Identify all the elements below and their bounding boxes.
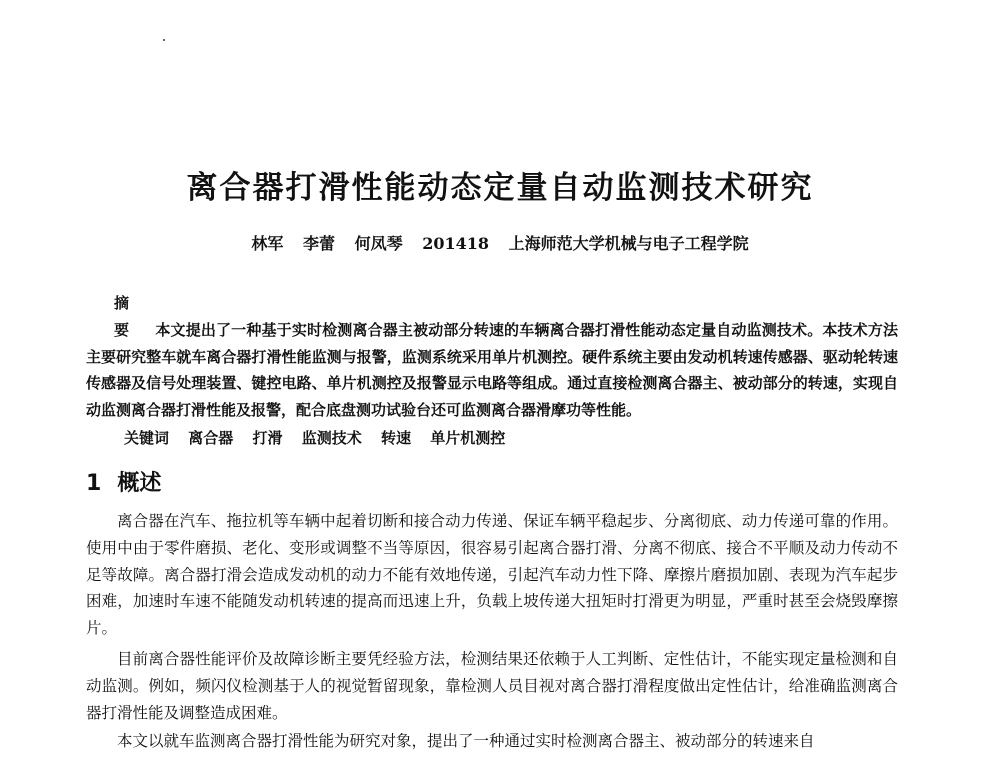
keyword: 打滑	[252, 429, 283, 447]
keyword: 离合器	[188, 429, 234, 447]
keyword: 监测技术	[301, 429, 362, 447]
keywords-label: 关键词	[124, 429, 170, 447]
author-name: 何凤琴	[354, 234, 403, 253]
author-line	[0, 231, 1000, 254]
keyword: 单片机测控	[430, 429, 506, 447]
body-paragraph: 离合器在汽车、拖拉机等车辆中起着切断和接合动力传递、保证车辆平稳起步、分离彻底、动力传递可靠的作用。使用中由于零件磨损、老化、变形或调整不当等原因，很容易引起离合器打滑、分离不彻底、接合不平顺及动力传动不足等故障。离合器打滑会造成发动机的动力不能有效地传递，引起汽车动力性下降、摩擦片磨损加剧、表现为汽车起步困难，加速时车速不能随发动机转速的提高而迅速上升，负载上坡传递大扭矩时打滑更为明显，严重时甚至会烧毁摩擦片。	[86, 512, 898, 638]
affiliation: 上海师范大学机械与电子工程学院	[508, 234, 749, 253]
section-heading	[86, 466, 161, 497]
keywords	[124, 427, 519, 448]
paper-title: 离合器打滑性能动态定量自动监测技术研究	[186, 170, 814, 206]
author-name: 李蕾	[303, 234, 336, 253]
section-number: 1	[86, 471, 102, 496]
keyword: 转速	[381, 429, 412, 447]
scan-speck	[163, 39, 165, 41]
body-paragraph: 目前离合器性能评价及故障诊断主要凭经验方法，检测结果还依赖于人工判断、定性估计，不能实现定量检测和自动监测。例如，频闪仪检测基于人的视觉暂留现象，靠检测人员目视对离合器打滑程度做出定性估计，给准确监测离合器打滑性能及调整造成困难。	[86, 650, 898, 722]
body-paragraph: 本文以就车监测离合器打滑性能为研究对象，提出了一种通过实时检测离合器主、被动部分的转速来自	[117, 732, 815, 750]
author-name: 林军	[251, 234, 284, 253]
section-title: 概述	[117, 471, 162, 496]
postal-code: 201418	[422, 234, 489, 253]
abstract	[86, 290, 898, 424]
abstract-text: 本文提出了一种基于实时检测离合器主被动部分转速的车辆离合器打滑性能动态定量自动监测技术。本技术方法主要研究整车就车离合器打滑性能监测与报警，监测系统采用单片机测控。硬件系统主要由发动机转速传感器、驱动轮转速传感器及信号处理装置、键控电路、单片机测控及报警显示电路等组成。通过直接检测离合器主、被动部分的转速，实现自动监测离合器打滑性能及报警，配合底盘测功试验台还可监测离合器滑摩功等性能。	[86, 320, 898, 420]
abstract-label: 摘 要	[114, 294, 136, 339]
